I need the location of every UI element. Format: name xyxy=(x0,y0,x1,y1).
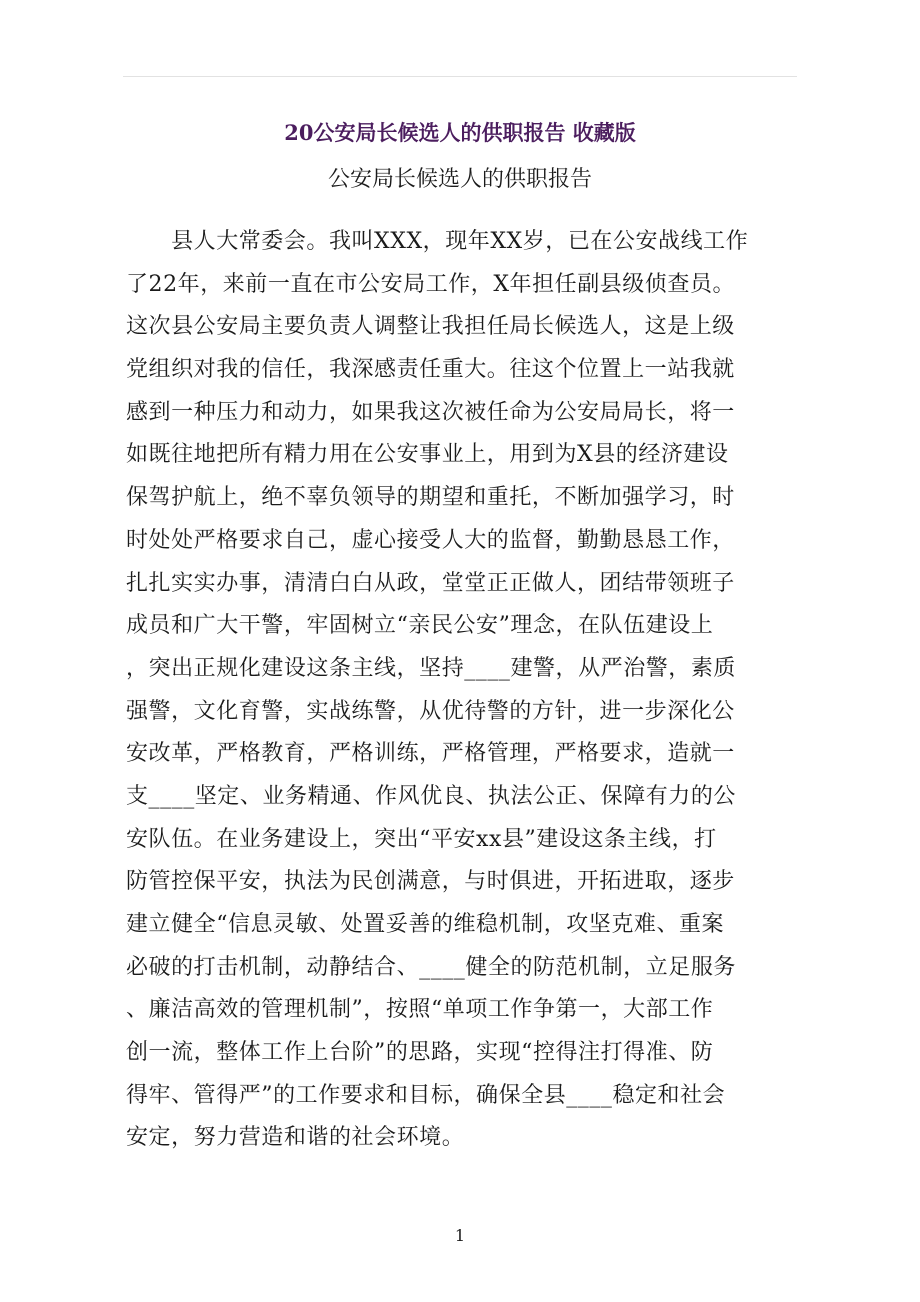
document-subtitle: 公安局长候选人的供职报告 xyxy=(327,167,592,192)
text-line: 了22年，来前一直在市公安局工作，X年担任副县级侦查员。 xyxy=(126,271,736,297)
text-line: 成员和广大干警，牢固树立“亲民公安”理念，在队伍建设上 xyxy=(126,613,714,639)
text-line: 强警，文化育警，实战练警，从优待警的方针，进一步深化公 xyxy=(126,698,735,724)
header-divider xyxy=(123,76,797,77)
body-paragraph xyxy=(126,221,798,1160)
text-line: 安改革，严格教育，严格训练，严格管理，严格要求，造就一 xyxy=(126,741,735,767)
text-line: 防管控保平安，执法为民创满意，与时俱进，开拓进取，逐步 xyxy=(126,869,735,895)
text-line: 扎扎实实办事，清清白白从政，堂堂正正做人，团结带领班子 xyxy=(126,570,735,596)
text-line: ，突出正规化建设这条主线，坚持____建警，从严治警，素质 xyxy=(126,655,736,681)
text-line: 创一流，整体工作上台阶”的思路，实现“控得注打得准、防 xyxy=(126,1040,714,1066)
text-line: 建立健全“信息灵敏、处置妥善的维稳机制，攻坚克难、重案 xyxy=(126,912,725,937)
text-line: 保驾护航上，绝不辜负领导的期望和重托，不断加强学习，时 xyxy=(126,485,735,511)
text-line: 如既往地把所有精力用在公安事业上，用到为X县的经济建设 xyxy=(126,442,729,468)
text-line: 安队伍。在业务建设上，突出“平安xx县”建设这条主线，打 xyxy=(126,826,717,852)
text-line: 这次县公安局主要负责人调整让我担任局长候选人，这是上级 xyxy=(126,314,735,340)
text-line: 支____坚定、业务精通、作风优良、执法公正、保障有力的公 xyxy=(126,783,736,809)
text-line: 时处处严格要求自己，虚心接受人大的监督，勤勤恳恳工作， xyxy=(126,527,735,553)
text-line: 感到一种压力和动力，如果我这次被任命为公安局局长，将一 xyxy=(126,399,735,425)
page-number: 1 xyxy=(454,1226,466,1245)
text-line: 得牢、管得严”的工作要求和目标，确保全县____稳定和社会 xyxy=(126,1082,726,1108)
text-line: 县人大常委会。我叫XXX，现年XX岁，已在公安战线工作 xyxy=(126,229,749,254)
text-line: 、廉洁高效的管理机制”，按照“单项工作争第一，大部工作 xyxy=(126,997,714,1023)
text-line: 必破的打击机制，动静结合、____健全的防范机制，立足服务 xyxy=(126,954,736,980)
document-title: 20公安局长候选人的供职报告 收藏版 xyxy=(284,120,636,145)
text-line: 党组织对我的信任，我深感责任重大。往这个位置上一站我就 xyxy=(126,357,735,383)
text-line: 安定，努力营造和谐的社会环境。 xyxy=(126,1125,465,1151)
